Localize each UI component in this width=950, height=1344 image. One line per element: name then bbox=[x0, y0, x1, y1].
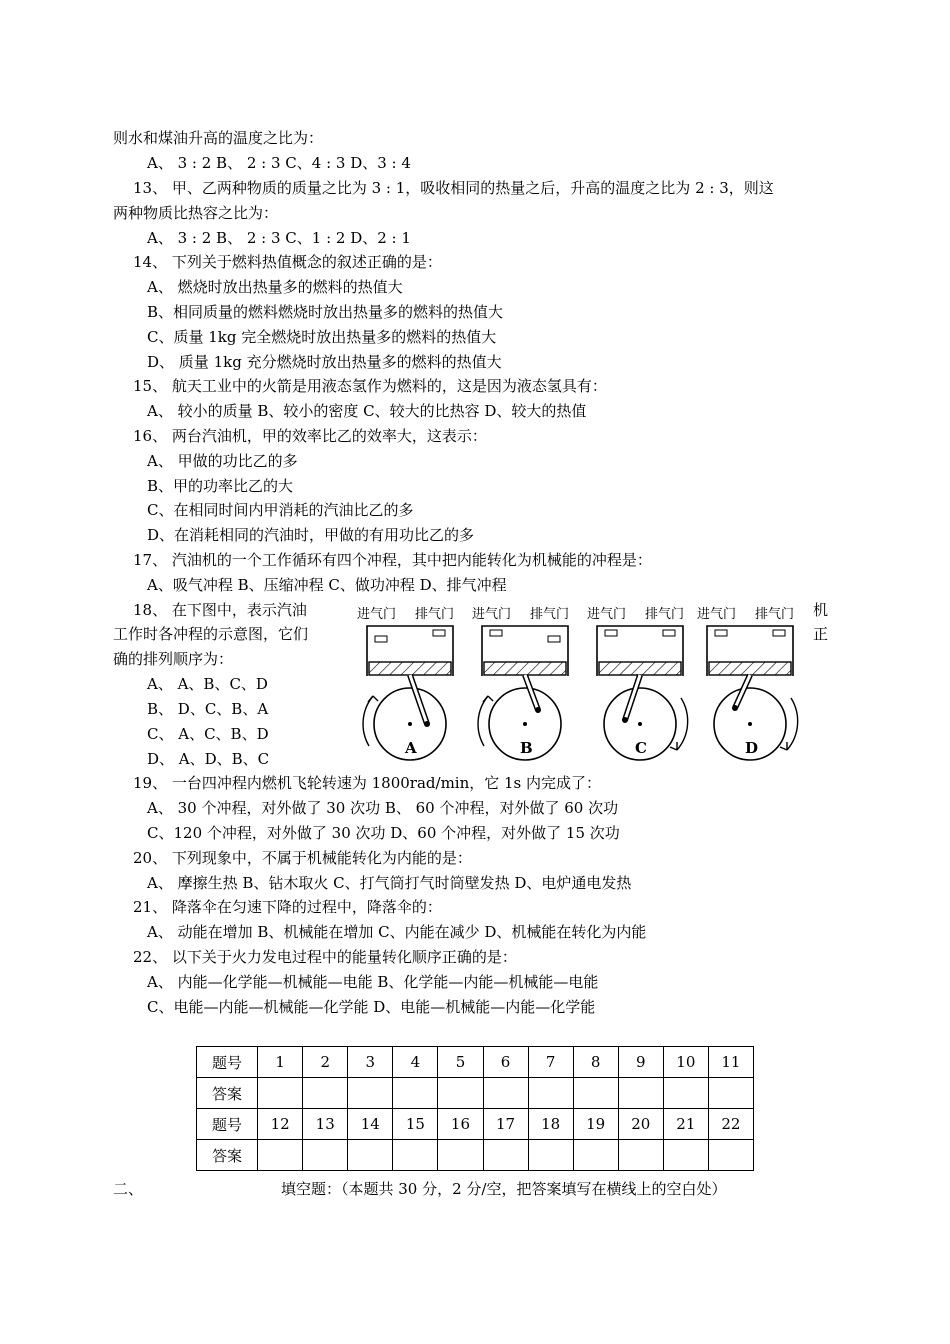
answer-cell[interactable] bbox=[438, 1078, 483, 1109]
table-header-cell: 题号 bbox=[197, 1109, 258, 1140]
engine-a bbox=[357, 606, 454, 760]
intake-label: 进气门 bbox=[357, 607, 397, 622]
answer-cell[interactable] bbox=[618, 1140, 663, 1171]
exhaust-label: 排气门 bbox=[645, 607, 685, 622]
answer-cell[interactable] bbox=[258, 1078, 303, 1109]
intake-valve bbox=[715, 630, 727, 636]
q18-stem: 18、 在下图中，表示汽油 bbox=[133, 601, 307, 619]
question-number: 13 bbox=[303, 1109, 348, 1140]
question-number: 16 bbox=[438, 1109, 483, 1140]
table-header-cell: 题号 bbox=[197, 1047, 258, 1078]
question-number: 22 bbox=[708, 1109, 753, 1140]
q15-options: A、 较小的质量 B、较小的密度 C、较大的比热容 D、较大的热值 bbox=[147, 402, 587, 420]
q18-stem-cont-2: 确的排列顺序为： bbox=[113, 650, 234, 668]
section-two-title: 填空题：（本题共 30 分，2 分/空，把答案填写在横线上的空白处） bbox=[281, 1180, 727, 1198]
q18-stem-right-2: 正 bbox=[813, 625, 829, 643]
engine-letter: D bbox=[745, 739, 759, 757]
piston bbox=[709, 662, 791, 675]
q22-stem: 22、 以下关于火力发电过程中的能量转化顺序正确的是： bbox=[133, 948, 517, 966]
rotation-arrow bbox=[677, 698, 688, 750]
answer-cell[interactable] bbox=[483, 1078, 528, 1109]
question-number: 9 bbox=[618, 1047, 663, 1078]
exhaust-valve bbox=[433, 630, 445, 636]
question-number: 15 bbox=[393, 1109, 438, 1140]
engine-d bbox=[697, 606, 798, 760]
q16-option-a: A、 甲做的功比乙的多 bbox=[147, 452, 298, 470]
crank-center bbox=[523, 722, 527, 726]
question-number: 1 bbox=[258, 1047, 303, 1078]
answer-cell[interactable] bbox=[303, 1078, 348, 1109]
arrow-head bbox=[483, 696, 493, 702]
q17-stem: 17、 汽油机的一个工作循环有四个冲程，其中把内能转化为机械能的冲程是： bbox=[133, 551, 652, 569]
intake-valve bbox=[490, 630, 502, 636]
engine-b bbox=[472, 606, 569, 760]
piston bbox=[369, 662, 451, 675]
answer-cell[interactable] bbox=[393, 1078, 438, 1109]
answer-cell[interactable] bbox=[663, 1078, 708, 1109]
engine-letter: C bbox=[635, 739, 647, 757]
table-row bbox=[197, 1140, 754, 1171]
connecting-rod-core bbox=[625, 675, 640, 720]
question-number: 6 bbox=[483, 1047, 528, 1078]
answer-cell[interactable] bbox=[348, 1078, 393, 1109]
q14-option-a: A、 燃烧时放出热量多的燃料的热值大 bbox=[147, 278, 403, 296]
table-header-cell: 答案 bbox=[197, 1140, 258, 1171]
q18-option-c: C、 A、C、B、D bbox=[147, 725, 269, 743]
section-two-number: 二、 bbox=[113, 1180, 144, 1198]
question-number: 3 bbox=[348, 1047, 393, 1078]
answer-cell[interactable] bbox=[708, 1078, 753, 1109]
crank-pin bbox=[424, 721, 430, 727]
answer-cell[interactable] bbox=[483, 1140, 528, 1171]
q18-stem-right: 机 bbox=[813, 601, 829, 619]
intake-label: 进气门 bbox=[697, 607, 737, 622]
question-number: 17 bbox=[483, 1109, 528, 1140]
q14-option-b: B、相同质量的燃料燃烧时放出热量多的燃料的热值大 bbox=[147, 303, 504, 321]
q14-option-d: D、 质量 1kg 充分燃烧时放出热量多的燃料的热值大 bbox=[147, 353, 502, 371]
crank-pin bbox=[732, 705, 738, 711]
q18-option-a: A、 A、B、C、D bbox=[147, 675, 268, 693]
answer-cell[interactable] bbox=[663, 1140, 708, 1171]
q15-stem: 15、 航天工业中的火箭是用液态氢作为燃料的，这是因为液态氢具有： bbox=[133, 377, 607, 395]
q20-stem: 20、 下列现象中，不属于机械能转化为内能的是： bbox=[133, 849, 472, 867]
q19-options-cd: C、120 个冲程，对外做了 30 次功 D、60 个冲程，对外做了 15 次功 bbox=[147, 824, 620, 842]
engine-letter: A bbox=[405, 739, 417, 757]
answer-cell[interactable] bbox=[573, 1140, 618, 1171]
answer-cell[interactable] bbox=[258, 1140, 303, 1171]
exhaust-valve bbox=[773, 630, 785, 636]
rotation-arrow bbox=[478, 696, 488, 746]
answer-cell[interactable] bbox=[528, 1140, 573, 1171]
q14-option-c: C、质量 1kg 完全燃烧时放出热量多的燃料的热值大 bbox=[147, 328, 497, 346]
answer-cell[interactable] bbox=[303, 1140, 348, 1171]
connecting-rod-core bbox=[735, 675, 750, 708]
piston bbox=[599, 662, 681, 675]
question-number: 7 bbox=[528, 1047, 573, 1078]
question-number: 11 bbox=[708, 1047, 753, 1078]
q17-options: A、吸气冲程 B、压缩冲程 C、做功冲程 D、排气冲程 bbox=[147, 576, 507, 594]
q13-options: A、 3 : 2 B、 2 : 3 C、1 : 2 D、2 : 1 bbox=[147, 229, 411, 247]
q22-options-cd: C、电能—内能—机械能—化学能 D、电能—机械能—内能—化学能 bbox=[147, 998, 596, 1016]
intake-label: 进气门 bbox=[587, 607, 627, 622]
exhaust-label: 排气门 bbox=[755, 607, 795, 622]
table-row bbox=[197, 1047, 754, 1078]
crank-center bbox=[408, 722, 412, 726]
question-number: 2 bbox=[303, 1047, 348, 1078]
connecting-rod-core bbox=[410, 675, 427, 724]
crank-pin bbox=[622, 717, 628, 723]
exhaust-label: 排气门 bbox=[530, 607, 570, 622]
answer-table bbox=[196, 1046, 754, 1171]
q19-options-ab: A、 30 个冲程，对外做了 30 次功 B、 60 个冲程，对外做了 60 次功 bbox=[147, 799, 619, 817]
exhaust-valve bbox=[548, 636, 560, 642]
answer-cell[interactable] bbox=[438, 1140, 483, 1171]
question-number: 20 bbox=[618, 1109, 663, 1140]
question-number: 8 bbox=[573, 1047, 618, 1078]
connecting-rod-core bbox=[525, 675, 538, 710]
table-row bbox=[197, 1109, 754, 1140]
answer-cell[interactable] bbox=[708, 1140, 753, 1171]
q12-tail: 则水和煤油升高的温度之比为： bbox=[113, 129, 324, 147]
answer-cell[interactable] bbox=[618, 1078, 663, 1109]
question-number: 10 bbox=[663, 1047, 708, 1078]
q21-stem: 21、 降落伞在匀速下降的过程中，降落伞的： bbox=[133, 898, 442, 916]
question-number: 5 bbox=[438, 1047, 483, 1078]
exhaust-label: 排气门 bbox=[415, 607, 455, 622]
table-header-cell: 答案 bbox=[197, 1078, 258, 1109]
q16-option-b: B、甲的功率比乙的大 bbox=[147, 477, 294, 495]
crank-center bbox=[638, 722, 642, 726]
q13-stem-cont: 两种物质比热容之比为： bbox=[113, 204, 279, 222]
table-row bbox=[197, 1078, 754, 1109]
q20-options: A、 摩擦生热 B、钻木取火 C、打气筒打气时筒壁发热 D、电炉通电发热 bbox=[147, 874, 632, 892]
answer-cell[interactable] bbox=[573, 1078, 618, 1109]
rotation-arrow bbox=[787, 698, 798, 750]
question-number: 4 bbox=[393, 1047, 438, 1078]
answer-cell[interactable] bbox=[393, 1140, 438, 1171]
q16-option-c: C、在相同时间内甲消耗的汽油比乙的多 bbox=[147, 501, 414, 519]
q18-option-d: D、 A、D、B、C bbox=[147, 750, 270, 768]
intake-valve bbox=[605, 630, 617, 636]
answer-cell[interactable] bbox=[348, 1140, 393, 1171]
engine-letter: B bbox=[520, 739, 533, 757]
question-number: 21 bbox=[663, 1109, 708, 1140]
answer-cell[interactable] bbox=[528, 1078, 573, 1109]
q19-stem: 19、 一台四冲程内燃机飞轮转速为 1800rad/min，它 1s 内完成了： bbox=[133, 774, 602, 792]
exhaust-valve bbox=[663, 630, 675, 636]
intake-valve bbox=[375, 636, 387, 642]
q22-options-ab: A、 内能—化学能—机械能—电能 B、化学能—内能—机械能—电能 bbox=[147, 973, 599, 991]
q18-option-b: B、 D、C、B、A bbox=[147, 700, 269, 718]
crank-center bbox=[748, 722, 752, 726]
q16-option-d: D、在消耗相同的汽油时，甲做的有用功比乙的多 bbox=[147, 526, 475, 544]
rotation-arrow bbox=[363, 696, 373, 746]
question-number: 12 bbox=[258, 1109, 303, 1140]
question-number: 19 bbox=[573, 1109, 618, 1140]
arrow-head bbox=[368, 696, 378, 702]
piston bbox=[484, 662, 566, 675]
q14-stem: 14、 下列关于燃料热值概念的叙述正确的是： bbox=[133, 253, 442, 271]
intake-label: 进气门 bbox=[472, 607, 512, 622]
question-number: 18 bbox=[528, 1109, 573, 1140]
question-number: 14 bbox=[348, 1109, 393, 1140]
q13-stem: 13、 甲、乙两种物质的质量之比为 3 : 1，吸收相同的热量之后，升高的温度之比为 2 : 3，则这 bbox=[133, 179, 774, 197]
engine-strokes-diagram bbox=[355, 596, 800, 766]
q18-stem-cont: 工作时各冲程的示意图，它们 bbox=[113, 625, 309, 643]
q21-options: A、 动能在增加 B、机械能在增加 C、内能在减少 D、机械能在转化为内能 bbox=[147, 923, 647, 941]
q16-stem: 16、 两台汽油机，甲的效率比乙的效率大，这表示： bbox=[133, 427, 487, 445]
crank-pin bbox=[535, 707, 541, 713]
q12-options: A、 3 : 2 B、 2 : 3 C、4 : 3 D、3 : 4 bbox=[147, 154, 411, 172]
engine-c bbox=[587, 606, 688, 760]
